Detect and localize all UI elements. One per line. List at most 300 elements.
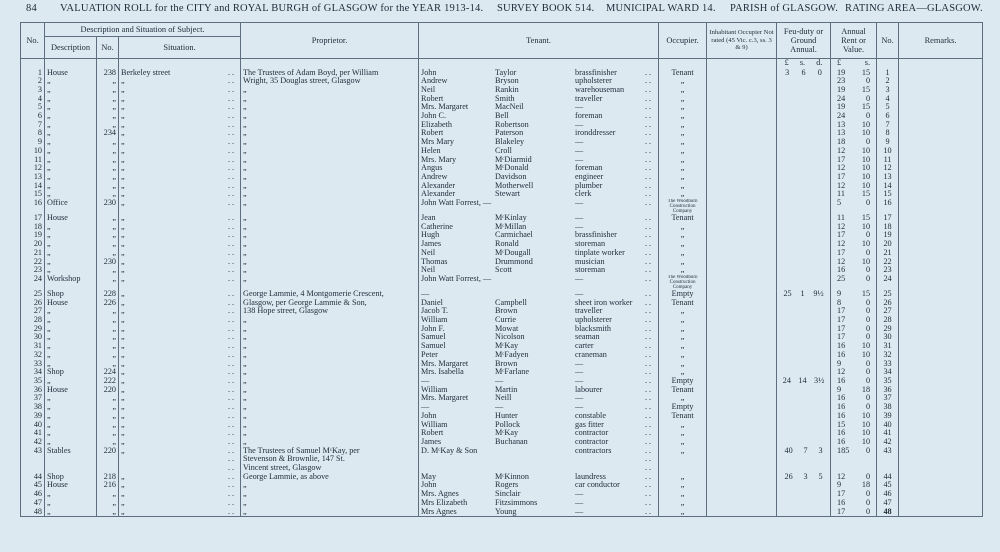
table-row [21, 164, 983, 173]
house-number-cell: „ [97, 240, 119, 249]
proprietor-cell: „ [241, 438, 419, 447]
annual-rent-cell [831, 455, 877, 464]
tenant-surname: MᶜDougall [495, 248, 531, 257]
remarks-cell [899, 290, 983, 299]
inhabitant-cell [707, 481, 777, 490]
col-description-group: Description and Situation of Subject. [45, 23, 241, 37]
feu-duty-cell [777, 499, 831, 508]
occupier-cell: „ [659, 138, 707, 147]
remarks-cell [899, 481, 983, 490]
tenant-cell: Jacob T. Brown traveller . . [419, 307, 659, 316]
feu-duty-cell [777, 147, 831, 156]
inhabitant-cell [707, 377, 777, 386]
tenant-occupation: contractors [575, 446, 612, 455]
table-row [21, 464, 983, 473]
annual-rent-cell: 16 10 [831, 438, 877, 447]
row-number: 44 [21, 473, 45, 482]
tenant-surname: MᶜKinlay [495, 214, 527, 223]
house-number-cell: „ [97, 214, 119, 223]
tenant-surname: Drummond [495, 257, 533, 266]
tenant-occupation: foreman [575, 112, 603, 121]
row-number-right: 42 [877, 438, 899, 447]
occupier-cell: „ [659, 368, 707, 377]
tenant-occupation: traveller [575, 94, 603, 103]
tenant-first-name: James [421, 437, 442, 446]
inhabitant-cell [707, 299, 777, 308]
house-number-cell: 234 [97, 129, 119, 138]
table-row [21, 481, 983, 490]
feu-duty-cell: 24 14 3½ [777, 377, 831, 386]
table-row [21, 249, 983, 258]
row-number-right: 40 [877, 421, 899, 430]
proprietor-cell: The Trustees of Adam Boyd, per William [241, 69, 419, 78]
row-number: 28 [21, 316, 45, 325]
row-number: 5 [21, 103, 45, 112]
tenant-cell: Robert Smith traveller . . [419, 95, 659, 104]
table-row [21, 290, 983, 299]
tenant-surname: Rogers [495, 481, 519, 490]
situation-cell: „ . . [119, 164, 241, 173]
row-number: 26 [21, 299, 45, 308]
row-number-right: 16 [877, 199, 899, 214]
house-number-cell: „ [97, 77, 119, 86]
tenant-occupation: brassfinisher [575, 231, 617, 240]
tenant-surname [495, 275, 575, 284]
tenant-occupation: — [575, 138, 584, 147]
remarks-cell [899, 147, 983, 156]
description-cell: „ [45, 95, 97, 104]
tenant-first-name: Neil [421, 85, 436, 94]
inhabitant-cell [707, 403, 777, 412]
proprietor-cell: Vincent street, Glasgow [241, 464, 419, 473]
tenant-cell: James Buchanan contractor . . [419, 438, 659, 447]
tenant-first-name: William [421, 385, 448, 394]
description-cell: Stables [45, 447, 97, 456]
tenant-cell: Catherine MᶜMillan — . . [419, 223, 659, 232]
tenant-first-name: Samuel [421, 333, 446, 342]
annual-rent-cell: 12 0 [831, 368, 877, 377]
proprietor-cell: „ [241, 429, 419, 438]
tenant-surname: MᶜFadyen [495, 350, 529, 359]
row-number-right: 28 [877, 316, 899, 325]
remarks-cell [899, 86, 983, 95]
remarks-cell [899, 299, 983, 308]
remarks-cell [899, 429, 983, 438]
inhabitant-cell [707, 190, 777, 199]
row-number-right: 9 [877, 138, 899, 147]
row-number: 31 [21, 342, 45, 351]
row-number: 4 [21, 95, 45, 104]
house-number-cell: 220 [97, 386, 119, 395]
remarks-cell [899, 199, 983, 214]
tenant-cell: Neil Scott storeman . . [419, 266, 659, 275]
feu-units: £ s. d. [784, 58, 823, 67]
remarks-cell [899, 182, 983, 191]
feu-duty-cell [777, 351, 831, 360]
row-number-right: 2 [877, 77, 899, 86]
row-number: 45 [21, 481, 45, 490]
annual-rent-cell: 19 15 [831, 86, 877, 95]
tenant-cell: John C. Bell foreman . . [419, 112, 659, 121]
description-cell: Shop [45, 290, 97, 299]
table-row [21, 266, 983, 275]
annual-rent-cell: 17 0 [831, 490, 877, 499]
annual-rent-cell: 16 10 [831, 342, 877, 351]
tenant-surname: Martin [495, 385, 518, 394]
table-row [21, 455, 983, 464]
proprietor-cell: „ [241, 249, 419, 258]
description-cell: „ [45, 429, 97, 438]
house-number-cell: „ [97, 121, 119, 130]
tenant-first-name: John Watt Forrest, — [421, 199, 492, 208]
annual-rent-cell: 16 10 [831, 412, 877, 421]
tenant-surname: Currie [495, 316, 516, 325]
tenant-first-name: William [421, 316, 448, 325]
annual-rent-cell: 8 0 [831, 299, 877, 308]
feu-duty-cell: 25 1 9½ [777, 290, 831, 299]
table-row [21, 258, 983, 267]
annual-rent-cell: 11 15 [831, 190, 877, 199]
tenant-occupation: — [575, 507, 584, 516]
tenant-occupation: storeman [575, 266, 606, 275]
table-row [21, 69, 983, 78]
house-number-cell: „ [97, 333, 119, 342]
tenant-surname [495, 199, 575, 208]
tenant-occupation: — [575, 394, 584, 403]
situation-cell: „ . . [119, 275, 241, 290]
description-cell: „ [45, 164, 97, 173]
tenant-occupation: sheet iron worker [575, 298, 633, 307]
inhabitant-cell [707, 199, 777, 214]
tenant-first-name: Helen [421, 146, 441, 155]
tenant-surname: Brown [495, 307, 518, 316]
annual-rent-cell: 16 0 [831, 499, 877, 508]
row-number: 11 [21, 156, 45, 165]
annual-rent-cell: 13 10 [831, 129, 877, 138]
tenant-cell: Neil Rankin warehouseman . . [419, 86, 659, 95]
table-row [21, 473, 983, 482]
row-number-right: 39 [877, 412, 899, 421]
remarks-cell [899, 214, 983, 223]
description-cell: „ [45, 103, 97, 112]
inhabitant-cell [707, 508, 777, 517]
row-number-right: 10 [877, 147, 899, 156]
annual-rent-cell: 17 10 [831, 173, 877, 182]
tenant-occupation: labourer [575, 385, 603, 394]
proprietor-cell: „ [241, 351, 419, 360]
inhabitant-cell [707, 231, 777, 240]
proprietor-cell: 138 Hope street, Glasgow [241, 307, 419, 316]
row-number-right: 18 [877, 223, 899, 232]
tenant-cell: Hugh Carmichael brassfinisher . . [419, 231, 659, 240]
house-number-cell: „ [97, 394, 119, 403]
occupier-cell: „ [659, 223, 707, 232]
table-row [21, 182, 983, 191]
description-cell: House [45, 214, 97, 223]
tenant-surname: Bell [495, 112, 509, 121]
occupier-cell: „ [659, 307, 707, 316]
row-number: 6 [21, 112, 45, 121]
tenant-occupation: gas fitter [575, 420, 604, 429]
tenant-surname: Paterson [495, 129, 524, 138]
row-number [21, 464, 45, 473]
proprietor-cell: „ [241, 403, 419, 412]
house-number-cell: „ [97, 190, 119, 199]
table-row [21, 325, 983, 334]
annual-rent-cell: 19 15 [831, 69, 877, 78]
tenant-first-name: Catherine [421, 222, 453, 231]
table-row [21, 360, 983, 369]
tenant-surname [495, 455, 575, 464]
remarks-cell [899, 77, 983, 86]
col-situation: Situation. [119, 37, 241, 59]
row-number-right: 20 [877, 240, 899, 249]
tenant-first-name: Alexander [421, 190, 456, 199]
table-row [21, 394, 983, 403]
occupier-cell: Empty [659, 377, 707, 386]
situation-cell: „ . . [119, 394, 241, 403]
row-number: 24 [21, 275, 45, 290]
occupier-cell: The Woodburn Construction Company [659, 275, 707, 290]
house-number-cell: 238 [97, 69, 119, 78]
inhabitant-cell [707, 429, 777, 438]
tenant-first-name: John F. [421, 324, 445, 333]
survey-book: SURVEY BOOK 514. [497, 3, 595, 14]
table-row [21, 223, 983, 232]
row-number-right: 14 [877, 182, 899, 191]
inhabitant-cell [707, 307, 777, 316]
feu-duty-cell [777, 360, 831, 369]
row-number [21, 455, 45, 464]
remarks-cell [899, 266, 983, 275]
table-row [21, 190, 983, 199]
row-number-right: 12 [877, 164, 899, 173]
feu-duty-cell [777, 266, 831, 275]
table-row [21, 275, 983, 290]
annual-rent-cell [831, 464, 877, 473]
row-number-right: 43 [877, 447, 899, 456]
feu-duty-cell [777, 258, 831, 267]
row-number-right: 11 [877, 156, 899, 165]
feu-duty-cell [777, 429, 831, 438]
situation-cell: „ . . [119, 182, 241, 191]
feu-duty-cell [777, 240, 831, 249]
feu-duty-cell [777, 121, 831, 130]
tenant-cell: D. MᶜKay & Son contractors . . [419, 447, 659, 456]
tenant-cell: William Martin labourer . . [419, 386, 659, 395]
annual-rent-cell: 16 0 [831, 266, 877, 275]
feu-duty-cell [777, 464, 831, 473]
remarks-cell [899, 394, 983, 403]
occupier-cell: „ [659, 490, 707, 499]
inhabitant-cell [707, 121, 777, 130]
tenant-surname: Mowat [495, 324, 519, 333]
tenant-surname: MᶜFarlane [495, 368, 529, 377]
house-number-cell: „ [97, 325, 119, 334]
tenant-cell: Alexander Motherwell plumber . . [419, 182, 659, 191]
occupier-cell: „ [659, 121, 707, 130]
description-cell: Workshop [45, 275, 97, 290]
table-row [21, 342, 983, 351]
feu-duty-cell [777, 223, 831, 232]
annual-rent-cell: 17 10 [831, 156, 877, 165]
annual-rent-cell: 12 10 [831, 147, 877, 156]
proprietor-cell: „ [241, 342, 419, 351]
house-number-cell: „ [97, 412, 119, 421]
house-number-cell: „ [97, 429, 119, 438]
tenant-first-name: John [421, 481, 437, 490]
tenant-occupation: musician [575, 257, 605, 266]
inhabitant-cell [707, 473, 777, 482]
tenant-cell: Mrs. Margaret MacNeil — . . [419, 103, 659, 112]
occupier-cell: Tenant [659, 69, 707, 78]
house-number-cell: „ [97, 316, 119, 325]
tenant-occupation: — [575, 359, 584, 368]
table-row [21, 77, 983, 86]
tenant-surname: Neill [495, 394, 512, 403]
tenant-first-name: — [421, 377, 430, 385]
description-cell: „ [45, 138, 97, 147]
tenant-surname: MᶜKay [495, 429, 519, 438]
annual-rent-cell: 24 0 [831, 95, 877, 104]
occupier-cell: Tenant [659, 214, 707, 223]
feu-duty-cell [777, 412, 831, 421]
col-tenant: Tenant. [419, 23, 659, 59]
inhabitant-cell [707, 394, 777, 403]
annual-rent-cell: 16 10 [831, 351, 877, 360]
remarks-cell [899, 403, 983, 412]
table-row [21, 499, 983, 508]
occupier-cell: „ [659, 473, 707, 482]
tenant-surname: — [495, 403, 504, 412]
remarks-cell [899, 377, 983, 386]
row-number-right: 8 [877, 129, 899, 138]
table-row [21, 508, 983, 517]
tenant-occupation: contractor [575, 429, 609, 438]
house-number-cell: „ [97, 508, 119, 517]
feu-duty-cell [777, 403, 831, 412]
row-number: 38 [21, 403, 45, 412]
row-number-right: 23 [877, 266, 899, 275]
house-number-cell: „ [97, 182, 119, 191]
inhabitant-cell [707, 69, 777, 78]
house-number-cell: „ [97, 342, 119, 351]
row-number: 9 [21, 138, 45, 147]
tenant-first-name: Mrs. Margaret [421, 394, 469, 403]
situation-cell: „ . . [119, 112, 241, 121]
table-row [21, 86, 983, 95]
annual-rent-cell: 17 0 [831, 333, 877, 342]
row-number: 42 [21, 438, 45, 447]
tenant-occupation: seaman [575, 333, 600, 342]
inhabitant-cell [707, 214, 777, 223]
proprietor-cell: „ [241, 240, 419, 249]
occupier-cell: „ [659, 394, 707, 403]
situation-cell: „ . . [119, 508, 241, 517]
table-row [21, 403, 983, 412]
tenant-occupation: storeman [575, 240, 606, 249]
occupier-cell: Tenant [659, 299, 707, 308]
inhabitant-cell [707, 173, 777, 182]
description-cell: „ [45, 182, 97, 191]
tenant-first-name: Mrs. Mary [421, 155, 457, 164]
occupier-cell: Tenant [659, 386, 707, 395]
feu-duty-cell [777, 129, 831, 138]
house-number-cell: „ [97, 421, 119, 430]
situation-cell: „ . . [119, 214, 241, 223]
tenant-cell: Daniel Campbell sheet iron worker . . [419, 299, 659, 308]
proprietor-cell: „ [241, 147, 419, 156]
row-number: 47 [21, 499, 45, 508]
situation-cell: „ . . [119, 249, 241, 258]
situation-cell: „ . . [119, 147, 241, 156]
col-inhabitant: Inhabitant Occupier Not rated (45 Vic. c.3, ss. 3 & 9) [707, 23, 777, 59]
feu-duty-cell [777, 316, 831, 325]
tenant-first-name: Robert [421, 429, 444, 438]
inhabitant-cell [707, 438, 777, 447]
tenant-surname [495, 447, 575, 456]
remarks-cell [899, 438, 983, 447]
proprietor-cell: „ [241, 508, 419, 517]
table-row [21, 377, 983, 386]
tenant-surname: MᶜDiarmid [495, 155, 532, 164]
description-cell: „ [45, 499, 97, 508]
remarks-cell [899, 508, 983, 517]
feu-duty-cell [777, 164, 831, 173]
table-row [21, 129, 983, 138]
inhabitant-cell [707, 386, 777, 395]
occupier-cell: „ [659, 429, 707, 438]
tenant-occupation: laundress [575, 472, 606, 481]
tenant-surname: Brown [495, 359, 518, 368]
table-row [21, 121, 983, 130]
description-cell: Shop [45, 368, 97, 377]
annual-rent-cell: 15 10 [831, 421, 877, 430]
table-row [21, 412, 983, 421]
tenant-first-name [421, 464, 495, 473]
annual-rent-cell: 13 10 [831, 121, 877, 130]
tenant-surname: Buchanan [495, 437, 528, 446]
tenant-occupation: — [575, 214, 584, 223]
annual-rent-cell: 17 0 [831, 508, 877, 517]
inhabitant-cell [707, 147, 777, 156]
table-row [21, 368, 983, 377]
annual-rent-cell: 16 0 [831, 403, 877, 412]
table-row [21, 386, 983, 395]
description-cell: „ [45, 129, 97, 138]
table-row [21, 429, 983, 438]
remarks-cell [899, 368, 983, 377]
feu-duty-cell: 3 6 0 [777, 69, 831, 78]
remarks-cell [899, 490, 983, 499]
tenant-occupation: plumber [575, 181, 603, 190]
occupier-cell: „ [659, 147, 707, 156]
tenant-cell: John Hunter constable . . [419, 412, 659, 421]
row-number: 32 [21, 351, 45, 360]
tenant-cell: Neil MᶜDougall tinplate worker . . [419, 249, 659, 258]
row-number: 40 [21, 421, 45, 430]
row-number: 8 [21, 129, 45, 138]
proprietor-cell: „ [241, 490, 419, 499]
proprietor-cell: Wright, 35 Douglas street, Glasgow [241, 77, 419, 86]
row-number-right: 22 [877, 258, 899, 267]
house-number-cell: „ [97, 138, 119, 147]
situation-cell: „ . . [119, 129, 241, 138]
table-row [21, 307, 983, 316]
tenant-cell: — — — . . [419, 403, 659, 412]
house-number-cell: „ [97, 112, 119, 121]
tenant-surname: Robertson [495, 120, 529, 129]
